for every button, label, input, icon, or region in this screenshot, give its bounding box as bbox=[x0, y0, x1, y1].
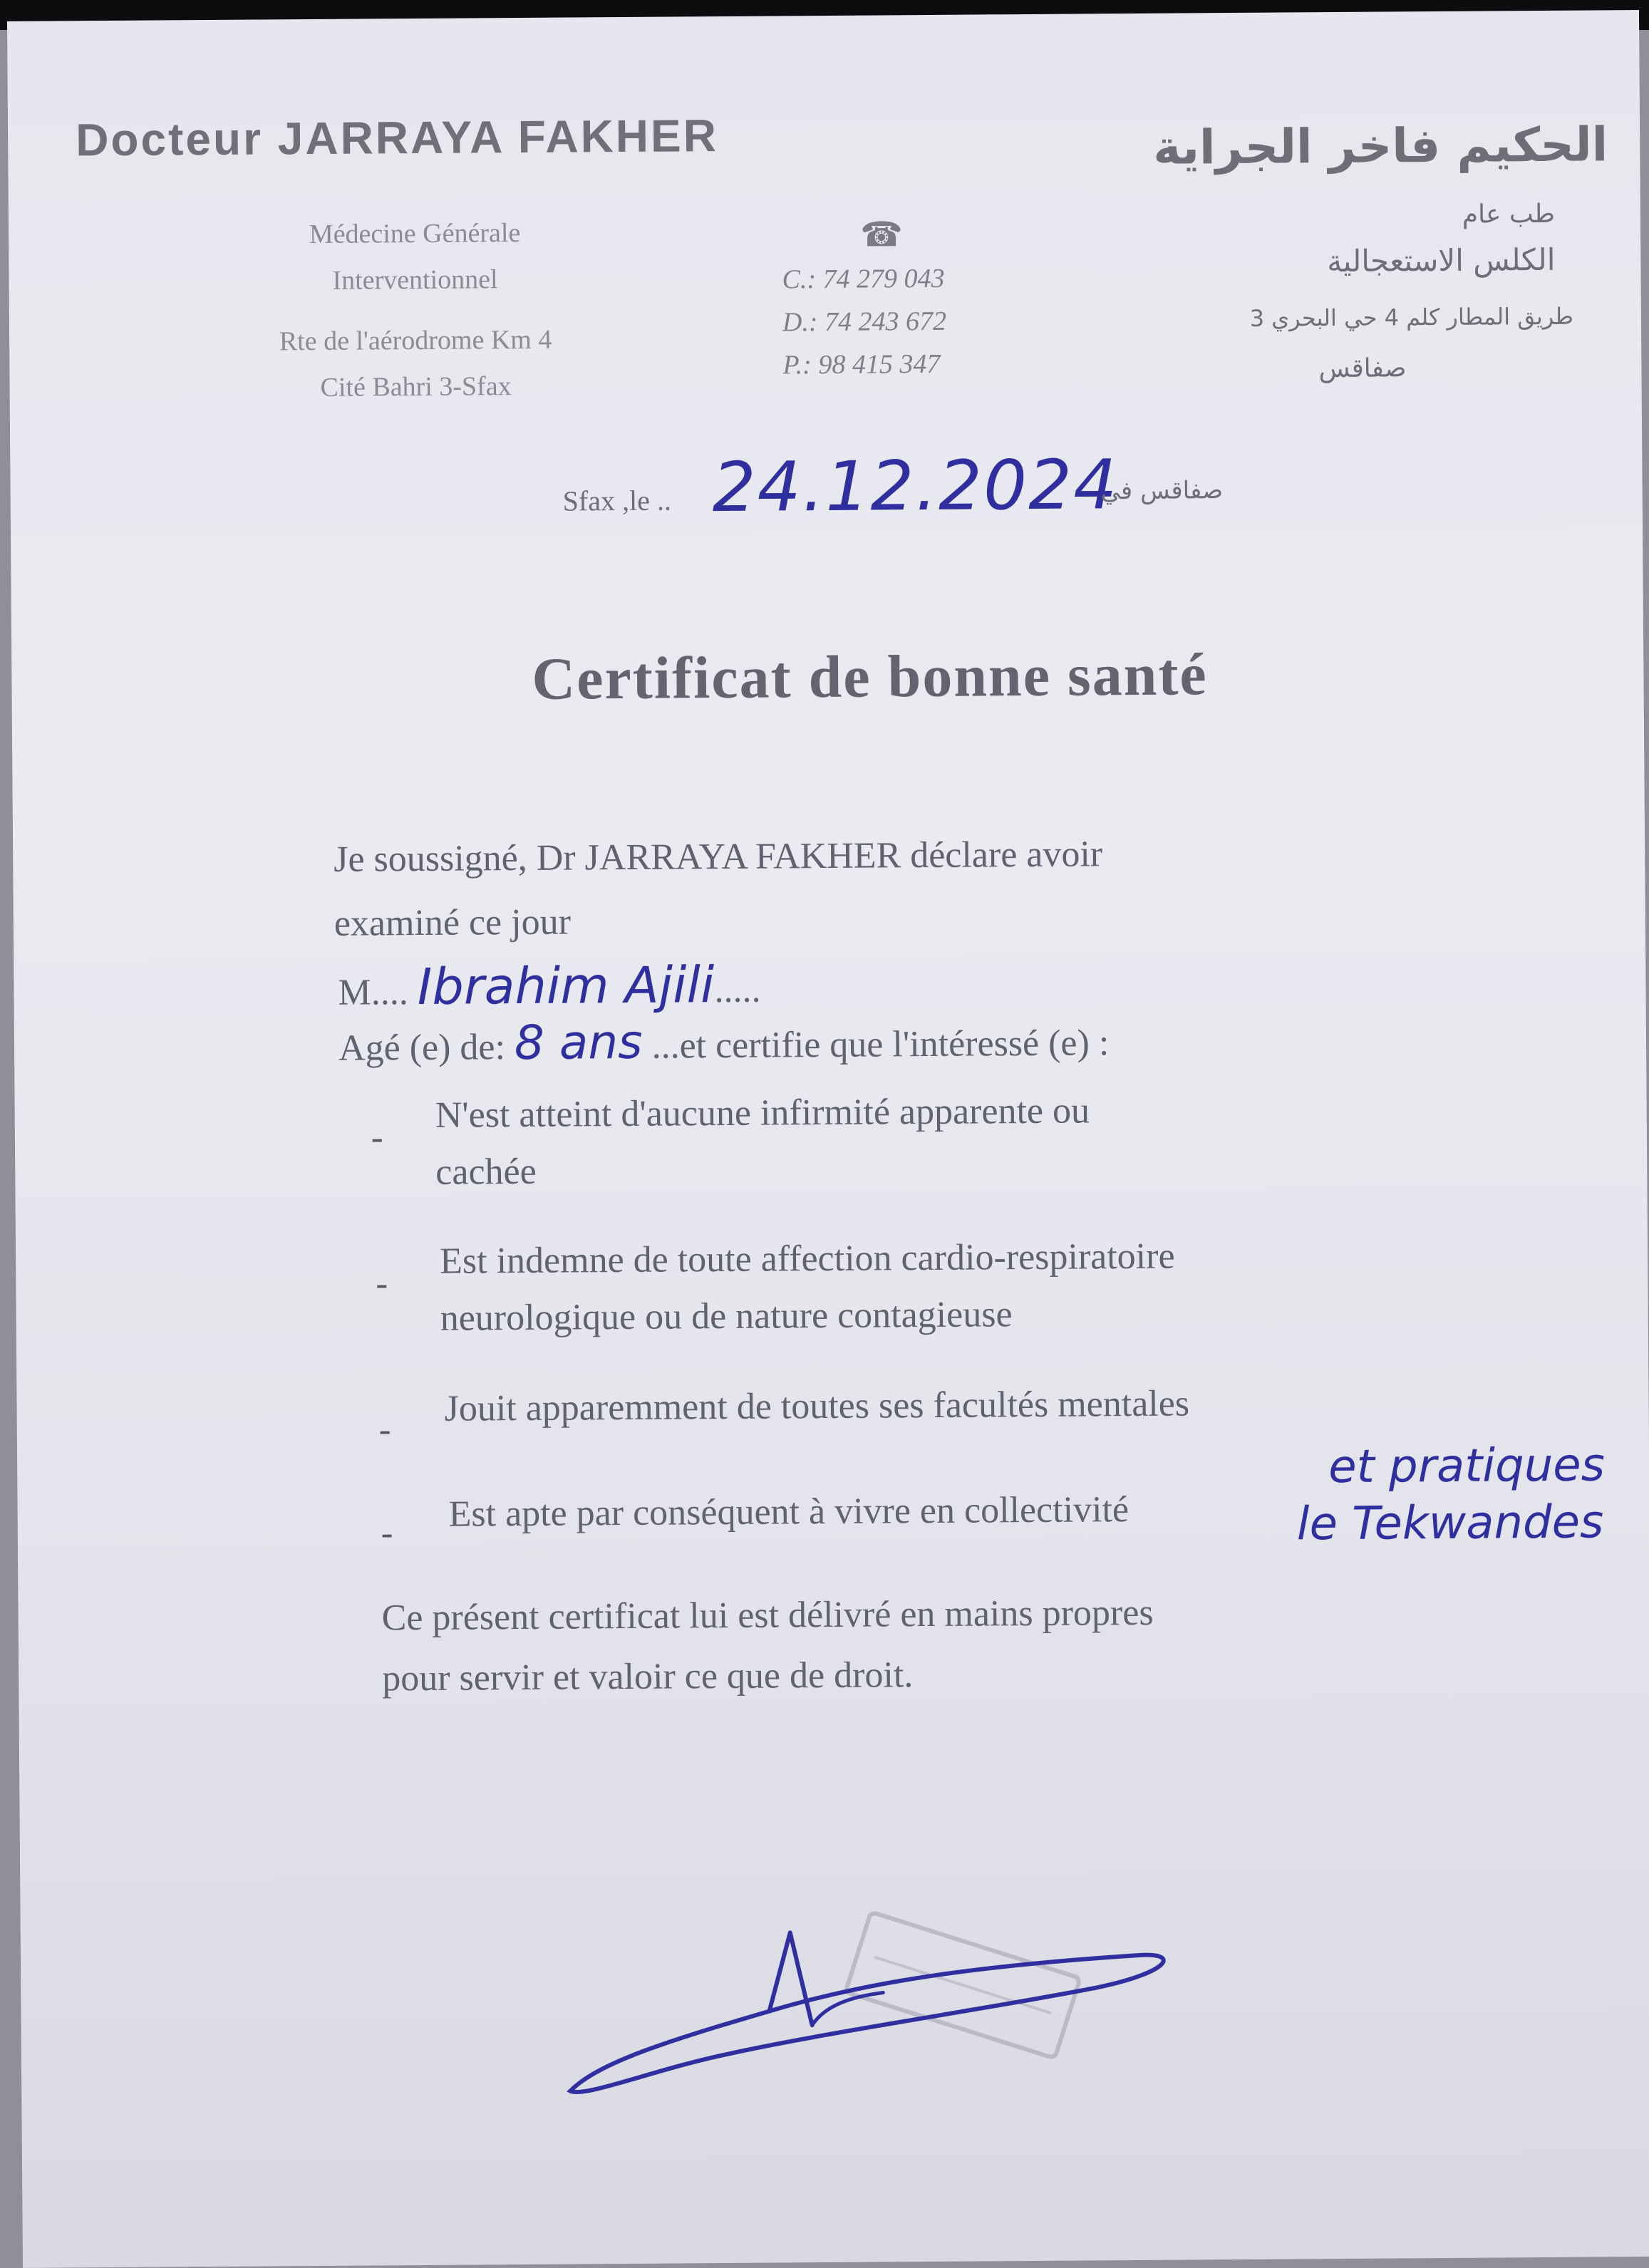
handwritten-note-line-1: et pratiques bbox=[1328, 1439, 1606, 1494]
patient-name-handwritten: Ibrahim Ajili bbox=[417, 956, 715, 1017]
diploma-ar: الكلس الاستعجالية bbox=[1327, 242, 1556, 279]
doctor-name-ar: الحكيم فاخر الجراية bbox=[1152, 117, 1608, 175]
address-ar-line-1: طريق المطار كلم 4 حي البحري 3 bbox=[1249, 302, 1574, 332]
item-3-line-1: Jouit apparemment de toutes ses facultés mentales bbox=[444, 1383, 1190, 1429]
phone-domicile: D.: 74 243 672 bbox=[782, 306, 947, 338]
item-2-line-2: neurologique ou de nature contagieuse bbox=[440, 1294, 1013, 1339]
specialty-ar: طب عام bbox=[1462, 199, 1556, 229]
diploma-fr: Interventionnel bbox=[332, 264, 498, 296]
item-2-line-1: Est indemne de toute affection cardio-respiratoire bbox=[439, 1236, 1175, 1282]
closing-line-2: pour servir et valoir ce que de droit. bbox=[382, 1655, 914, 1699]
age-line bbox=[338, 1011, 1110, 1072]
declaration-line-1: Je soussigné, Dr JARRAYA FAKHER déclare avoir bbox=[334, 834, 1103, 880]
item-4-line-1: Est apte par conséquent à vivre en collectivité bbox=[448, 1489, 1130, 1535]
handwritten-note-line-2: le Tekwandes bbox=[1296, 1496, 1604, 1551]
doctor-name-fr: Docteur JARRAYA FAKHER bbox=[75, 110, 719, 166]
patient-line: M.... Ibrahim Ajili..... bbox=[338, 956, 761, 1017]
date-prefix: Sfax ,le .. bbox=[562, 484, 672, 517]
phone-numbers bbox=[782, 257, 946, 387]
closing-line-1: Ce présent certificat lui est délivré en mains propres bbox=[381, 1592, 1154, 1639]
bullet-dash: - bbox=[381, 1512, 393, 1553]
address-ar-line-2: صفاقس bbox=[1318, 353, 1407, 384]
age-prefix: Agé (e) de: bbox=[338, 1027, 506, 1069]
specialty-fr: Médecine Générale bbox=[309, 217, 521, 250]
phone-portable: P.: 98 415 347 bbox=[782, 348, 941, 380]
signature bbox=[555, 1923, 1184, 2116]
certificate-title: Certificat de bonne santé bbox=[532, 641, 1208, 713]
signature-drawing bbox=[555, 1923, 1184, 2113]
date-handwritten: 24.12.2024 bbox=[712, 445, 1119, 528]
certificate-page bbox=[7, 10, 1649, 2268]
age-handwritten: 8 ans bbox=[514, 1014, 643, 1071]
address-fr-line-2: Cité Bahri 3-Sfax bbox=[320, 371, 512, 403]
item-1-line-2: cachée bbox=[435, 1151, 537, 1193]
declaration-line-2: examiné ce jour bbox=[334, 901, 572, 944]
date-suffix-ar: صفاقس في bbox=[1100, 476, 1224, 506]
item-1-line-1: N'est atteint d'aucune infirmité apparente ou bbox=[435, 1090, 1090, 1136]
bullet-dash: - bbox=[378, 1409, 391, 1449]
age-suffix: ...et certifie que l'intéressé (e) : bbox=[651, 1022, 1110, 1067]
bullet-dash: - bbox=[376, 1263, 388, 1303]
name-prefix: M bbox=[338, 972, 371, 1013]
address-fr-line-1: Rte de l'aérodrome Km 4 bbox=[279, 324, 552, 357]
telephone-icon: ☎ bbox=[859, 216, 904, 254]
phone-cabinet: C.: 74 279 043 bbox=[782, 263, 945, 295]
bullet-dash: - bbox=[371, 1117, 383, 1157]
